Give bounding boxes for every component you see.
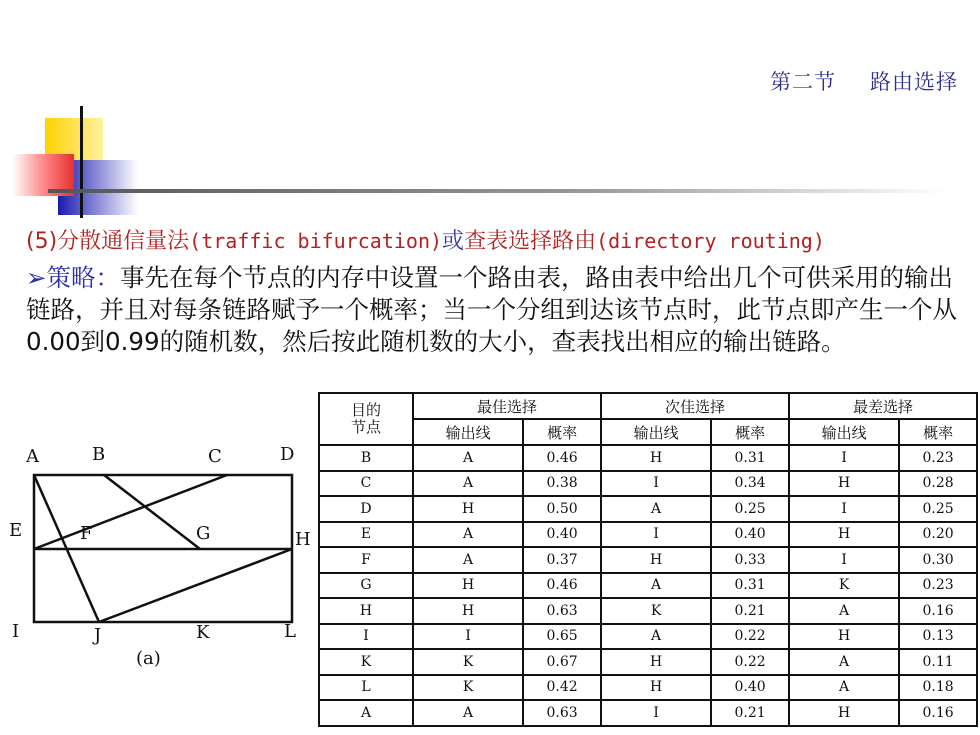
dest-node-header: 目的 节点 <box>319 393 413 445</box>
topic-label: 路由选择 <box>870 70 958 94</box>
method-title <box>26 224 825 255</box>
node-label-i: I <box>12 621 20 642</box>
strategy-lead: 策略： <box>46 263 121 292</box>
table-row: G H 0.46 A 0.31 K 0.23 <box>319 573 977 599</box>
node-label-e: E <box>9 520 23 541</box>
table-row: C A 0.38 I 0.34 H 0.28 <box>319 471 977 497</box>
table-row: L K 0.42 H 0.40 A 0.18 <box>319 675 977 701</box>
table-row: B A 0.46 H 0.31 I 0.23 <box>319 445 977 471</box>
node-label-b: B <box>92 444 106 465</box>
graph-caption: (a) <box>136 648 161 669</box>
node-label-l: L <box>284 621 296 642</box>
node-label-h: H <box>295 529 311 550</box>
subheader-probability: 概率 <box>711 419 789 445</box>
node-label-a: A <box>26 446 39 467</box>
table-row: F A 0.37 H 0.33 I 0.30 <box>319 547 977 573</box>
group-best-header: 最佳选择 <box>413 393 601 419</box>
decorative-corner-graphic <box>0 0 980 230</box>
table-row: A A 0.63 I 0.21 H 0.16 <box>319 700 977 726</box>
title-prefix: (5)分散通信量法 <box>26 229 190 254</box>
table-row: E A 0.40 I 0.40 H 0.20 <box>319 522 977 548</box>
bullet-arrow-icon: ➢ <box>26 263 47 292</box>
table-row: K K 0.67 H 0.22 A 0.11 <box>319 649 977 675</box>
strategy-paragraph <box>26 262 966 358</box>
network-graph <box>6 440 316 680</box>
table-row: D H 0.50 A 0.25 I 0.25 <box>319 496 977 522</box>
group-worst-header: 最差选择 <box>789 393 977 419</box>
node-label-k: K <box>196 622 210 643</box>
title-english-1: (traffic bifurcation) <box>189 229 443 253</box>
node-label-f: F <box>80 523 93 544</box>
subheader-probability: 概率 <box>899 419 977 445</box>
routing-table <box>318 392 978 727</box>
subheader-output: 输出线 <box>601 419 711 445</box>
node-label-j: J <box>94 625 102 646</box>
section-label: 第二节 <box>770 70 836 94</box>
title-chinese-2: 查表选择路由 <box>464 229 597 254</box>
node-label-d: D <box>280 444 295 465</box>
strategy-text: 事先在每个节点的内存中设置一个路由表，路由表中给出几个可供采用的输出链路，并且对每条链路赋予一个概率；当一个分组到达该节点时，此节点即产生一个从0.00到0.99的随机数，然后按此随机数的大小，查表找出相应的输出链路。 <box>26 263 957 356</box>
node-label-c: C <box>208 446 222 467</box>
title-english-2: (directory routing) <box>596 229 825 253</box>
subheader-output: 输出线 <box>413 419 523 445</box>
table-row: I I 0.65 A 0.22 H 0.13 <box>319 624 977 650</box>
title-or: 或 <box>442 229 465 254</box>
node-label-g: G <box>196 523 211 544</box>
subheader-probability: 概率 <box>523 419 601 445</box>
table-row: H H 0.63 K 0.21 A 0.16 <box>319 598 977 624</box>
subheader-output: 输出线 <box>789 419 899 445</box>
group-second-header: 次佳选择 <box>601 393 789 419</box>
